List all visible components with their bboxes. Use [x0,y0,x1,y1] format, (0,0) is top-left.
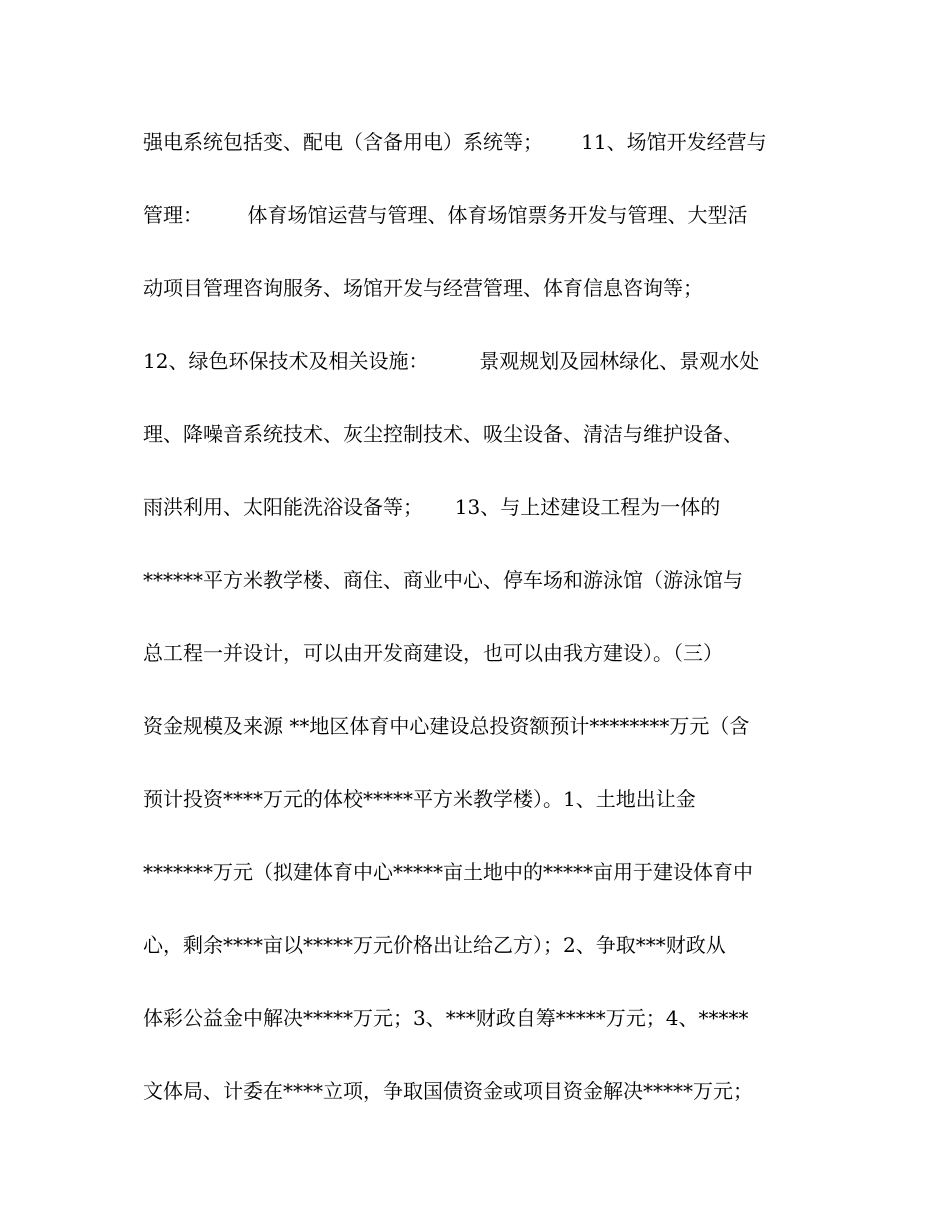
text-line-4: 12、绿色环保技术及相关设施： 景观规划及园林绿化、景观水处 [143,349,760,373]
text-line-2: 管理： 体育场馆运营与管理、体育场馆票务开发与管理、大型活 [143,203,748,227]
text-line-7: ******平方米教学楼、商住、商业中心、停车场和游泳馆（游泳馆与 [143,568,743,592]
text-line-14: 文体局、计委在****立项，争取国债资金或项目资金解决*****万元； [143,1079,753,1103]
text-line-1: 强电系统包括变、配电（含备用电）系统等； 11、场馆开发经营与 [143,130,767,154]
text-line-10: 预计投资****万元的体校*****平方米教学楼）。1、土地出让金 [143,787,696,811]
text-line-13: 体彩公益金中解决*****万元；3、***财政自筹*****万元；4、***** [143,1006,749,1030]
text-line-12: 心，剩余****亩以*****万元价格出让给乙方）；2、争取***财政从 [143,933,726,957]
text-line-6: 雨洪利用、太阳能洗浴设备等； 13、与上述建设工程为一体的 [143,495,721,519]
text-line-3: 动项目管理咨询服务、场馆开发与经营管理、体育信息咨询等； [143,276,703,300]
text-line-8: 总工程一并设计，可以由开发商建设，也可以由我方建设）。（三） [143,641,723,665]
text-line-11: *******万元（拟建体育中心*****亩土地中的*****亩用于建设体育中 [143,860,753,884]
text-line-9: 资金规模及来源 **地区体育中心建设总投资额预计********万元（含 [143,714,750,738]
text-line-5: 理、降噪音系统技术、灰尘控制技术、吸尘设备、清洁与维护设备、 [143,422,743,446]
